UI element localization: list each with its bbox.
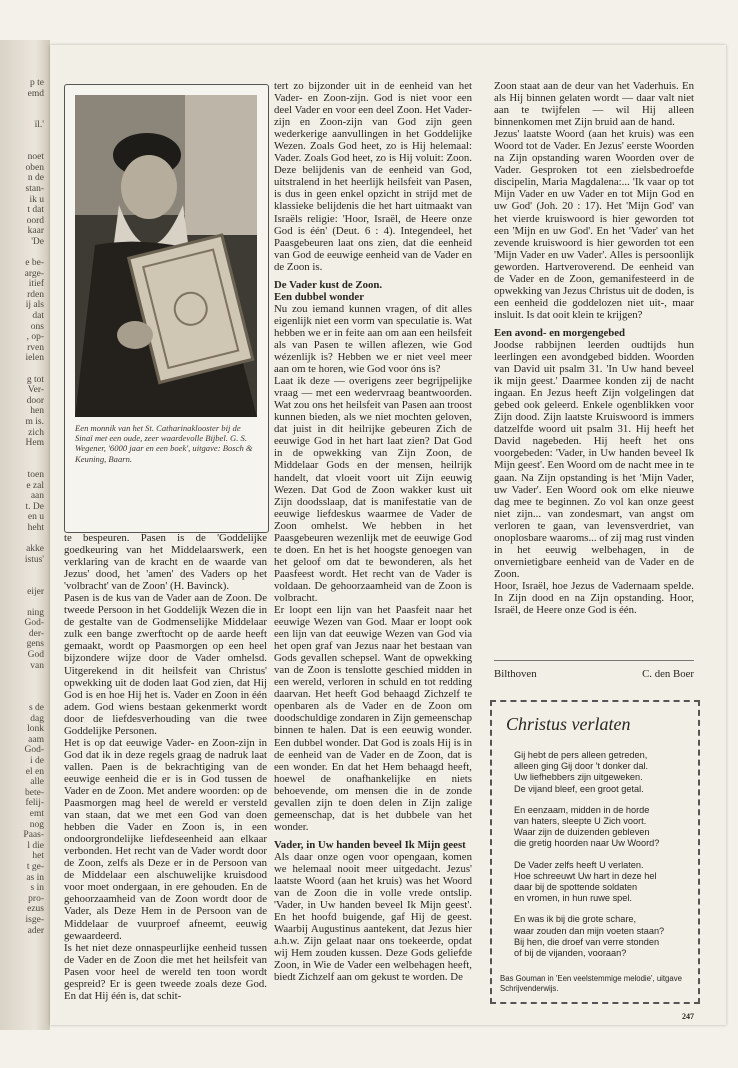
poem-line: Hoe schreeuwt Uw hart in deze hel [514, 870, 657, 881]
poem-line: daar bij de spottende soldaten [514, 882, 638, 893]
paragraph: Is het niet deze onnaspeurlijke eenheid tussen de Vader en de Zoon die met het heilsfeit van Pasen voor heel de wereld ten toon wordt gespreid? Er is geen tweede zoals deze God. En dat Hij één is, dat schit- [64, 941, 267, 1002]
left-fragment: istus' [24, 554, 44, 565]
left-fragment: van [30, 660, 44, 671]
paragraph: Nu zou iemand kunnen vragen, of dit alles eigenlijk niet een vorm van speculatie is. Wat hebben we er in feite aan om aan een heilsfeit als van Pasen te willen aflezen, wie God wézenlijk is? Hebben we er niet veel meer aan om te horen, wie God voor óns is? [274, 302, 472, 376]
left-fragment: en u [27, 512, 44, 523]
left-fragment: ader [27, 925, 44, 936]
left-fragment: ik u [29, 194, 44, 205]
left-fragment: dat [32, 311, 44, 322]
left-fragment: oben [25, 162, 44, 173]
poem-box [490, 700, 700, 1004]
left-fragment [2, 142, 44, 153]
left-fragment: pro- [28, 893, 44, 904]
left-fragment: g tot [26, 374, 44, 385]
left-fragment: Hem [25, 438, 44, 449]
left-fragment: ezus [27, 904, 44, 915]
poem-line: De vijand bleef, een groot getal. [514, 783, 644, 794]
left-fragment [2, 682, 44, 693]
left-fragment: ning [27, 607, 44, 618]
signature-rule [494, 660, 694, 661]
left-fragment [2, 449, 44, 460]
poem-stanza [514, 750, 692, 795]
left-fragment: der- [28, 628, 44, 639]
left-fragment: t dat [27, 205, 44, 216]
left-fragment: toen [27, 469, 44, 480]
left-fragment [2, 364, 44, 375]
paragraph: Joodse rabbijnen leerden oudtijds hun leerlingen een avondgebed bidden. Woorden van David uit psalm 31. 'In Uw hand beveel ik mijn geest.' Daarmee konden zij de nacht ingaan. En Jezus heeft Zijn volgelingen dat gebed ook geleerd. Enkele ogenblikken voor Zijn dood. Zijn laatste Kruiswoord is immers datzelfde woord uit psalm 31. Hij heeft het David nagebeden. Hij heeft het ons voorgebeden: 'Vader, in Uw handen beveel Ik Mijn geest'. Een Woord om de nacht mee in te gaan. Na Zijn opstanding is het 'Mijn Vader, uw Vader'. Een Woord ook om elke nieuwe dag mee te beginnen. Zo vol kan onze geest niet zijn... van zondesmart, van angst om verloren te gaan, van levensverdriet, van onoplosbare waaroms... of zij mag rust vinden in het eeuwig welbehagen, in de onvernietigbare eenheid van de Vader en de Zoon. [494, 338, 694, 580]
left-fragment [2, 534, 44, 545]
poem-line: Bij hen, die droef van verre stonden [514, 936, 660, 947]
left-fragment: m is. [25, 417, 44, 427]
left-fragment: as in [26, 872, 44, 883]
left-fragment: ij als [25, 300, 44, 311]
poem-line: En eenzaam, midden in de horde [514, 804, 650, 815]
paragraph: Het is op dat eeuwige Vader- en Zoon-zijn in God dat ik in deze regels graag de nadruk laat vallen. Paen is de bekrachtiging van de eeuwige eenheid die er is in God tussen de Vader en de Zoon. Met andere woorden: op de Paasmorgen mag heel de wereld er versteld van staan, dat we met een God van doen hebben die Vader en Zoon is, in een ondoorgrondelijke liefdeseenheid aan elkaar verbonden. Het recht van de Vader wordt door de Zoon, zelfs als Deze er in de Persoon van de Middelaar een alschuwelijke kruisdood voor moet ondergaan, in ere gehouden. En de gehoorzaamheid van de Zoon wordt door de Vader, als Deze Hem in de Persoon van de Middelaar de vuurproef afneemt, eeuwig gewaardeerd. [64, 736, 267, 942]
paragraph: te bespeuren. Pasen is de 'Goddelijke goedkeuring van het Middelaarswerk, een verklaring van de kracht en de waarde van Jezus' dood, het 'amen' des Vaders op het 'volbracht' van de Zoon' (H. Bavinck). [64, 532, 267, 593]
poem-stanza [514, 914, 692, 959]
poem-stanza [514, 805, 692, 850]
signature [494, 668, 694, 680]
left-fragment: arge- [24, 268, 44, 279]
poem-line: Waar zijn de duizenden gebleven [514, 827, 650, 838]
left-fragment: akke [26, 544, 44, 555]
left-fragment: el en [25, 766, 44, 777]
paragraph: Als daar onze ogen voor opengaan, komen we helemaal nooit meer uitgedacht. Jezus' laatste Woord (aan het kruis) was het Woord van de Zoon die in volle vrede ontslip. 'Vader, in Uw handen beveel Ik Mijn geest'. En het hoofd buigende, gaf Hij de geest. Waarbij Augustinus aantekent, dat Jezus hier a.h.w. Zijn gelaat naar ons toekeerde, opdat wij Hem zouden kussen. Deze Gods geliefde Zoon, in Wie de Vader een welbehagen heeft, biedt Zichzelf aan om gekust te worden. De [274, 850, 472, 984]
left-fragment: zich [28, 427, 44, 438]
left-fragment: isge- [25, 914, 44, 925]
left-fragment: door [26, 395, 44, 406]
left-fragment: e zal [26, 480, 44, 491]
poem-line: En was ik bij die grote schare, [514, 914, 637, 925]
paragraph: Pasen is de kus van de Vader aan de Zoon. De tweede Persoon in het Goddelijk Wezen die in de gestalte van de Godmenselijke Middelaar zulk een bange zwerftocht op de aarde heeft gemaakt, wordt op Paasmorgen op een heel bijzondere wijze door de Vader omhelsd. Uitgerekend in dit heilsfeit van Christus' opwekking uit de doden laat God zien, dat Hij God is en hoe Hij het is. Vader en Zoon in één adem. God wiens bestaan gekenmerkt wordt door de liefdesverhouding van die twee Goddelijke Personen. [64, 592, 267, 737]
column-1 [64, 532, 267, 1002]
paragraph: Jezus' laatste Woord (aan het kruis) was een Woord tot de Vader. En Jezus' eerste Woorden na Zijn opstanding waren Woorden over de Vader. Gesproken tot een zielsbedroefde discipelin, Maria Magdalena:... 'Ik vaar op tot Mijn Vader en uw Vader en tot Mijn God en uw God' (Joh. 20 : 17). Het 'Mijn God' van het vierde kruiswoord is hier geworden tot een 'Mijn en uw God'. En het 'Vader' van het zevende kruiswoord is hier geworden tot een 'Mijn Vader en uw Vader'. Alles is persoonlijk geworden. Hartveroverend. De eenheid van de Vader en de Zoon, gemanifesteerd in de opwekking van Jezus Christus uit de doden, is een eenheid die goddelozen niet uit-, maar insluit. Is dat ooit klein te krijgen? [494, 128, 694, 321]
left-fragment: itief [28, 279, 44, 290]
poem-line: alleen ging Gij door 't donker dal. [514, 761, 649, 772]
photo-caption: Een monnik van het St. Catharinaklooster bij de Sinaï met een oude, zeer waardevolle Bijbel. G. S. Wegener, '6000 jaar en een boek', uitgave: Bosch & Keuning, Baarn. [75, 423, 253, 464]
poem-credit: Bas Gouman in 'Een veelstemmige melodie', uitgave Schrijvenderwijs. [500, 974, 682, 993]
left-fragment: stan- [25, 183, 44, 194]
left-fragment: p te [30, 78, 44, 88]
column-2 [274, 80, 472, 983]
left-fragment: ons [30, 321, 44, 332]
left-fragment: aam [28, 734, 44, 745]
left-fragment: e be- [25, 258, 44, 269]
section-heading: Vader, in Uw handen beveel Ik Mijn geest [274, 838, 466, 851]
poem-line: waar zouden dan mijn voeten staan? [514, 925, 665, 936]
left-fragment [2, 459, 44, 470]
poem-line: Uw liefhebbers zijn uitgeweken. [514, 772, 643, 783]
page-number: 247 [682, 1012, 694, 1021]
left-fragment: aan [30, 491, 44, 502]
left-fragment: 'De [31, 236, 44, 247]
left-fragment: gens [26, 639, 44, 650]
left-fragment: Ver- [27, 385, 44, 396]
monk-photo [75, 95, 257, 417]
left-fragment: l die [27, 840, 44, 851]
poem-line: van haters, sleepte U Zich voort. [514, 816, 647, 827]
left-fragment: hen [30, 406, 44, 417]
left-fragment [2, 692, 44, 703]
left-fragment: t. De [25, 501, 44, 512]
signature-author: C. den Boer [642, 668, 694, 680]
left-fragment: lonk [27, 724, 44, 735]
left-fragment [2, 131, 44, 142]
left-fragment: Paas- [23, 830, 44, 841]
left-fragment: heht [27, 522, 44, 533]
left-fragment: rden [27, 289, 44, 300]
left-fragment: alle [30, 777, 44, 788]
left-fragment [2, 110, 44, 121]
left-fragment: , op- [26, 332, 44, 343]
left-fragment: het [32, 851, 44, 862]
left-fragment: t ge- [26, 861, 44, 872]
left-fragment: dag [30, 713, 44, 724]
left-fragment: kaar [27, 226, 44, 237]
left-fragment: i de [30, 756, 44, 766]
left-fragment: noet [27, 152, 44, 163]
poem-line: of bij de vijanden, vooraan? [514, 948, 627, 959]
poem-title: Christus verlaten [506, 714, 631, 734]
left-fragment [2, 671, 44, 682]
paragraph: Zoon staat aan de deur van het Vaderhuis. En als Hij binnen gelaten wordt — daar valt niet aan te twijfelen — wil Hij alleen binnenkomen met Zijn bruid aan de hand. [494, 80, 694, 129]
left-fragment: s in [30, 883, 44, 894]
poem-body [514, 750, 692, 969]
left-fragment: oord [26, 215, 44, 226]
left-fragment [2, 99, 44, 110]
left-fragment: emt [29, 808, 44, 819]
poem-line: en vromen, in hun ruwe spel. [514, 893, 632, 904]
left-fragment: nog [29, 819, 44, 830]
left-fragment: emd [27, 88, 44, 99]
left-fragment: ielen [25, 353, 44, 364]
paragraph: Hoor, Israël, hoe Jezus de Vadernaam spelde. In Zijn dood en na Zijn opstanding. Hoor, Israël, de Heere onze God is één. [494, 579, 694, 617]
left-fragment: eijer [27, 586, 44, 597]
left-fragment: ïl.' [34, 120, 44, 131]
left-fragment: felij- [25, 798, 44, 809]
left-fragment: God- [24, 745, 44, 756]
section-heading: Een avond- en morgengebed [494, 326, 626, 339]
paragraph: Er loopt een lijn van het Paasfeit naar het eeuwige Wezen van God. Maar er loopt ook een lijn van dat eeuwige Wezen van God via het open graf van Jezus naar het bestaan van Gods gevallen schepsel. Want de opwekking van de Zoon is tenslotte geschied midden in een wereld, verloren in schuld en tot redding daarvan. Het heeft God behaagd Zichzelf te openbaren als de Vader en de Zoon om doodschuldige zondaren in Zijn gemeenschap binnen te halen. Dat is een eeuwig wonder. Een dubbel wonder. Dat God is zoals Hij is in de eenheid van de Vader en de Zoon, dat is een wonder. En dat het Hem behaagd heeft, hoewel de onafhankelijke en niets behoevende, om mensen die in de zonde gevallen zijn te doen delen in Zijn zalige gemeenschap, dat is het dubbele van het wonder. [274, 604, 472, 833]
paragraph: Laat ik deze — overigens zeer begrijpelijke vraag — met een wedervraag beantwoorden. Wat zou ons het heilsfeit van Pasen aan troost kunnen bieden, als we niet mochten geloven, dat juist in dit heilrijke gebeuren Zich de eeuwige God in het hart laat zien? Dat God in de opwekking van Zijn Zoon, de Middelaar Gods en der mensen, heilrijk handelt, dat vloeit voort uit Zijn eeuwig Wezen. Dat God de Zoon wakker kust uit Zijn doodsslaap, dat is manifestatie van de eeuwige liefdeskus waarmee de Vader de Zoon omhelst. We hebben in het Paasgebeuren wezenlijk met de eeuwige God te doen. En het is het hoogste genoegen van het geloof om dat te bewonderen, als het Paasfeest wordt. Het recht van de Vader is voldaan. De gehoorzaamheid van de Zoon is volbracht. [274, 375, 472, 604]
signature-place: Bilthoven [494, 668, 537, 680]
left-fragment: bete- [25, 787, 44, 798]
photo-frame [64, 84, 269, 533]
left-fragment [2, 597, 44, 608]
left-fragment: s de [28, 703, 44, 714]
left-fragment [2, 248, 44, 259]
left-page-fragments [2, 78, 44, 936]
poem-line: De Vader zelfs heeft U verlaten. [514, 859, 644, 870]
poem-line: die gretig hoorden naar Uw Woord? [514, 838, 660, 849]
left-fragment: God- [24, 618, 44, 629]
section-heading: De Vader kust de Zoon. [274, 278, 383, 291]
poem-stanza [514, 860, 692, 905]
section-subheading: Een dubbel wonder [274, 290, 364, 303]
left-fragment [2, 565, 44, 576]
column-3 [494, 80, 694, 616]
poem-line: Gij hebt de pers alleen getreden, [514, 750, 648, 760]
paragraph: tert zo bijzonder uit in de eenheid van het Vader- en Zoon-zijn. God is niet voor een deel Vader en voor een deel Zoon. Het Vader-zijn en Zoon-zijn van God zijn geen wederkerige aanvullingen in het Goddelijke Wezen. Zoals God heet, zo is Hij helemaal: Vader. Zoals God heet, zo is Hij voluit: Zoon. Deze belijdenis van de eenheid van God, uitstralend in het heerlijk heilsfeit van Pasen, is dus in geen enkel opzicht in strijd met de klassieke belijdenis die het hart uitmaakt van Israëls religie: 'Hoor, Israël, de Heere onze God is één' (Deut. 6 : 4). Integendeel, het Paasgebeuren laat ons zien, dat die eenheid van God de eeuwige eenheid van de Vader en de Zoon is. [274, 80, 472, 273]
left-fragment [2, 576, 44, 587]
left-fragment: rven [27, 342, 44, 353]
left-fragment: God [27, 650, 44, 661]
left-fragment: n de [27, 173, 44, 184]
